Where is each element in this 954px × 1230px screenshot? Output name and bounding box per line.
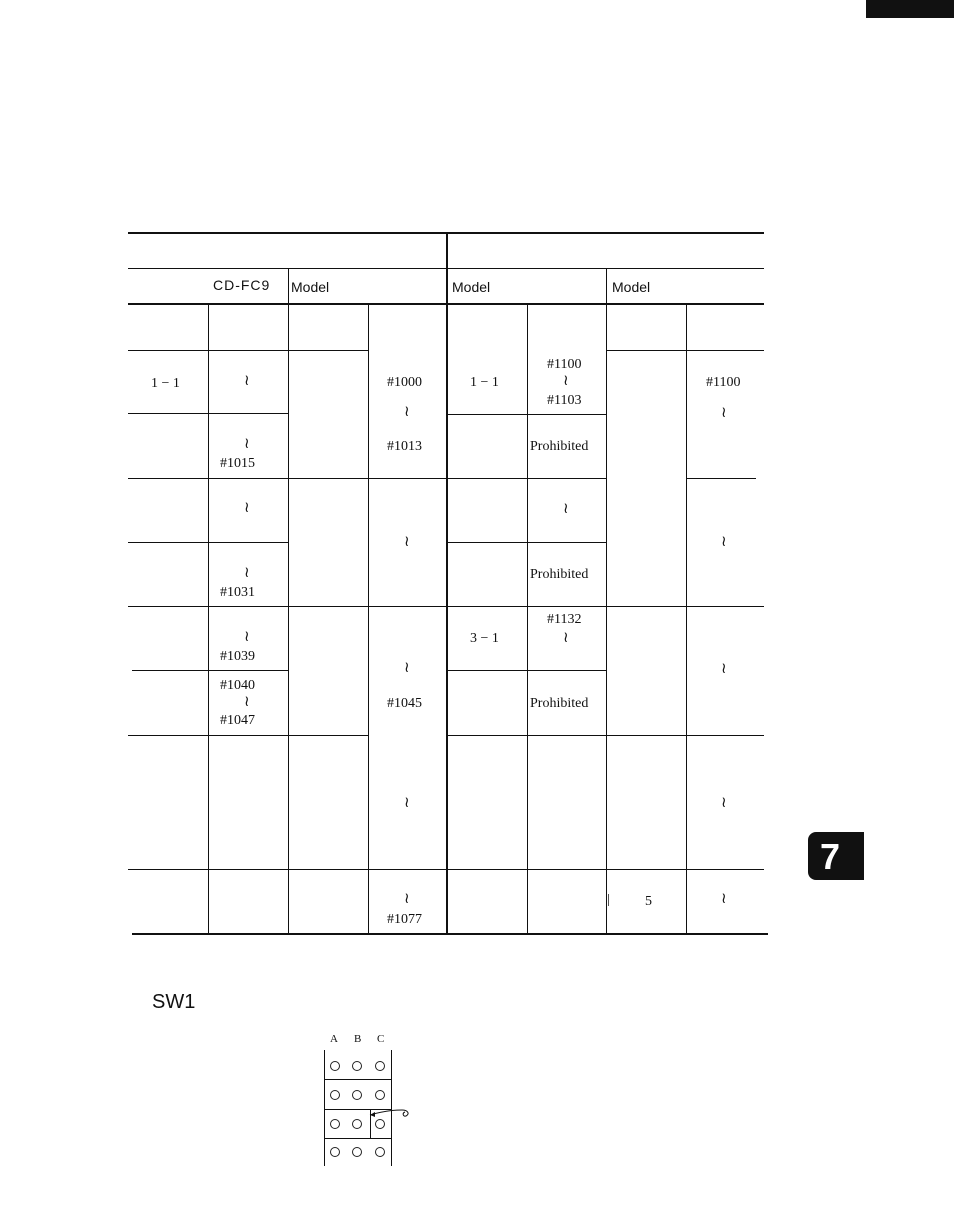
cell-prohibited-2: Prohibited	[530, 567, 589, 582]
cell-1040: #1040	[220, 678, 255, 693]
cell-prohibited-3: Prohibited	[530, 696, 589, 711]
switch-column-a: A	[330, 1033, 338, 1045]
switch-label: SW1	[152, 991, 196, 1013]
cell-1103: #1103	[547, 393, 582, 408]
switch-column-b: B	[354, 1033, 362, 1045]
pipe-mark	[608, 894, 609, 906]
tilde-mark: ≀	[404, 795, 410, 811]
tilde-mark: ≀	[563, 501, 569, 517]
cell-1077: #1077	[387, 912, 422, 927]
cell-1039: #1039	[220, 649, 255, 664]
top-corner-mark	[866, 0, 954, 18]
tilde-mark: ≀	[404, 891, 410, 907]
tilde-mark: ≀	[244, 694, 250, 710]
chapter-tab-number: 7	[820, 836, 841, 877]
tilde-mark: ≀	[404, 404, 410, 420]
tilde-mark: ≀	[721, 661, 727, 677]
cell-1045: #1045	[387, 696, 422, 711]
cell-1000: #1000	[387, 375, 422, 390]
tilde-mark: ≀	[244, 373, 250, 389]
cell-1015: #1015	[220, 456, 255, 471]
cell-1100-a: #1100	[547, 357, 582, 372]
cell-1031: #1031	[220, 585, 255, 600]
tilde-mark: ≀	[721, 891, 727, 907]
tilde-mark: ≀	[244, 500, 250, 516]
cell-range-1-1-left: 1 − 1	[151, 376, 180, 391]
cell-range-3-1: 3 − 1	[470, 631, 499, 646]
header-cdfc9: CD-FC9	[213, 277, 271, 293]
cell-1132: #1132	[547, 612, 582, 627]
cell-five: 5	[645, 894, 652, 909]
tilde-mark: ≀	[721, 795, 727, 811]
tilde-mark: ≀	[404, 660, 410, 676]
cell-1013: #1013	[387, 439, 422, 454]
tilde-mark: ≀	[244, 436, 250, 452]
tilde-mark: ≀	[721, 534, 727, 550]
cell-1047: #1047	[220, 713, 255, 728]
switch-column-c: C	[377, 1033, 385, 1045]
tilde-mark: ≀	[563, 630, 569, 646]
pointer-arrow-icon	[366, 1104, 416, 1124]
tilde-mark: ≀	[404, 534, 410, 550]
tilde-mark: ≀	[721, 405, 727, 421]
cell-prohibited-1: Prohibited	[530, 439, 589, 454]
tilde-mark: ≀	[244, 629, 250, 645]
header-model-2: Model	[452, 279, 491, 295]
header-model-1: Model	[291, 279, 330, 295]
cell-range-1-1-right: 1 − 1	[470, 375, 499, 390]
tilde-mark: ≀	[563, 373, 569, 389]
cell-1100-b: #1100	[706, 375, 741, 390]
chapter-tab	[808, 832, 864, 880]
header-model-3: Model	[612, 279, 651, 295]
tilde-mark: ≀	[244, 565, 250, 581]
